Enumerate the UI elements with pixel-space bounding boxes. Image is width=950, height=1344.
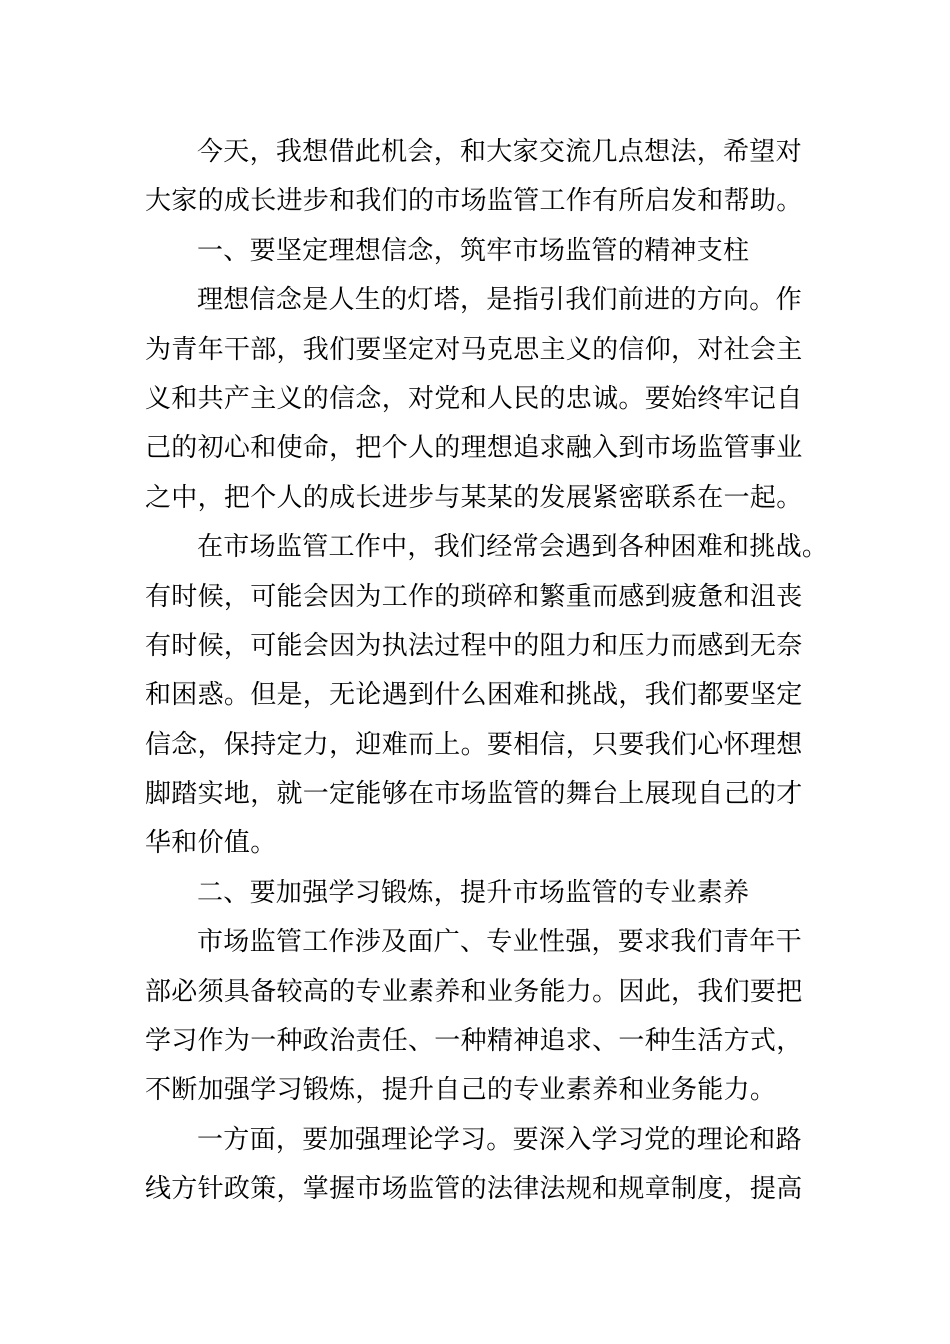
paragraph-line: 在市场监管工作中，我们经常会遇到各种困难和挑战。 (197, 532, 829, 563)
section-heading: 二、要加强学习锻炼，提升市场监管的专业素养 (197, 877, 750, 908)
paragraph-line: 有时候，可能会因为工作的琐碎和繁重而感到疲惫和沮丧 (145, 581, 803, 612)
paragraph-line: 华和价值。 (145, 828, 277, 859)
paragraph-line: 有时候，可能会因为执法过程中的阻力和压力而感到无奈 (145, 630, 803, 661)
paragraph-line: 大家的成长进步和我们的市场监管工作有所启发和帮助。 (145, 186, 803, 217)
paragraph-line: 义和共产主义的信念，对党和人民的忠诚。要始终牢记自 (145, 383, 803, 414)
section-heading: 一、要坚定理想信念，筑牢市场监管的精神支柱 (197, 235, 750, 266)
paragraph-line: 今天，我想借此机会，和大家交流几点想法，希望对 (197, 137, 802, 167)
paragraph-line: 为青年干部，我们要坚定对马克思主义的信仰，对社会主 (145, 334, 803, 365)
paragraph-line: 学习作为一种政治责任、一种精神追求、一种生活方式， (145, 1026, 803, 1057)
document-body (145, 128, 829, 1215)
paragraph-line: 部必须具备较高的专业素养和业务能力。因此，我们要把 (145, 976, 803, 1007)
paragraph-line: 脚踏实地，就一定能够在市场监管的舞台上展现自己的才 (145, 779, 803, 810)
paragraph-line: 和困惑。但是，无论遇到什么困难和挑战，我们都要坚定 (145, 680, 803, 711)
paragraph-line: 之中，把个人的成长进步与某某的发展紧密联系在一起。 (145, 482, 803, 513)
paragraph-line: 线方针政策，掌握市场监管的法律法规和规章制度，提高 (145, 1174, 803, 1205)
paragraph-line: 理想信念是人生的灯塔，是指引我们前进的方向。作 (197, 285, 802, 316)
paragraph-line: 市场监管工作涉及面广、专业性强，要求我们青年干 (197, 927, 802, 958)
paragraph-line: 一方面，要加强理论学习。要深入学习党的理论和路 (197, 1124, 802, 1155)
paragraph-line: 信念，保持定力，迎难而上。要相信，只要我们心怀理想 (145, 729, 803, 760)
paragraph-line: 不断加强学习锻炼，提升自己的专业素养和业务能力。 (145, 1075, 777, 1106)
paragraph-line: 己的初心和使命，把个人的理想追求融入到市场监管事业 (145, 433, 803, 464)
